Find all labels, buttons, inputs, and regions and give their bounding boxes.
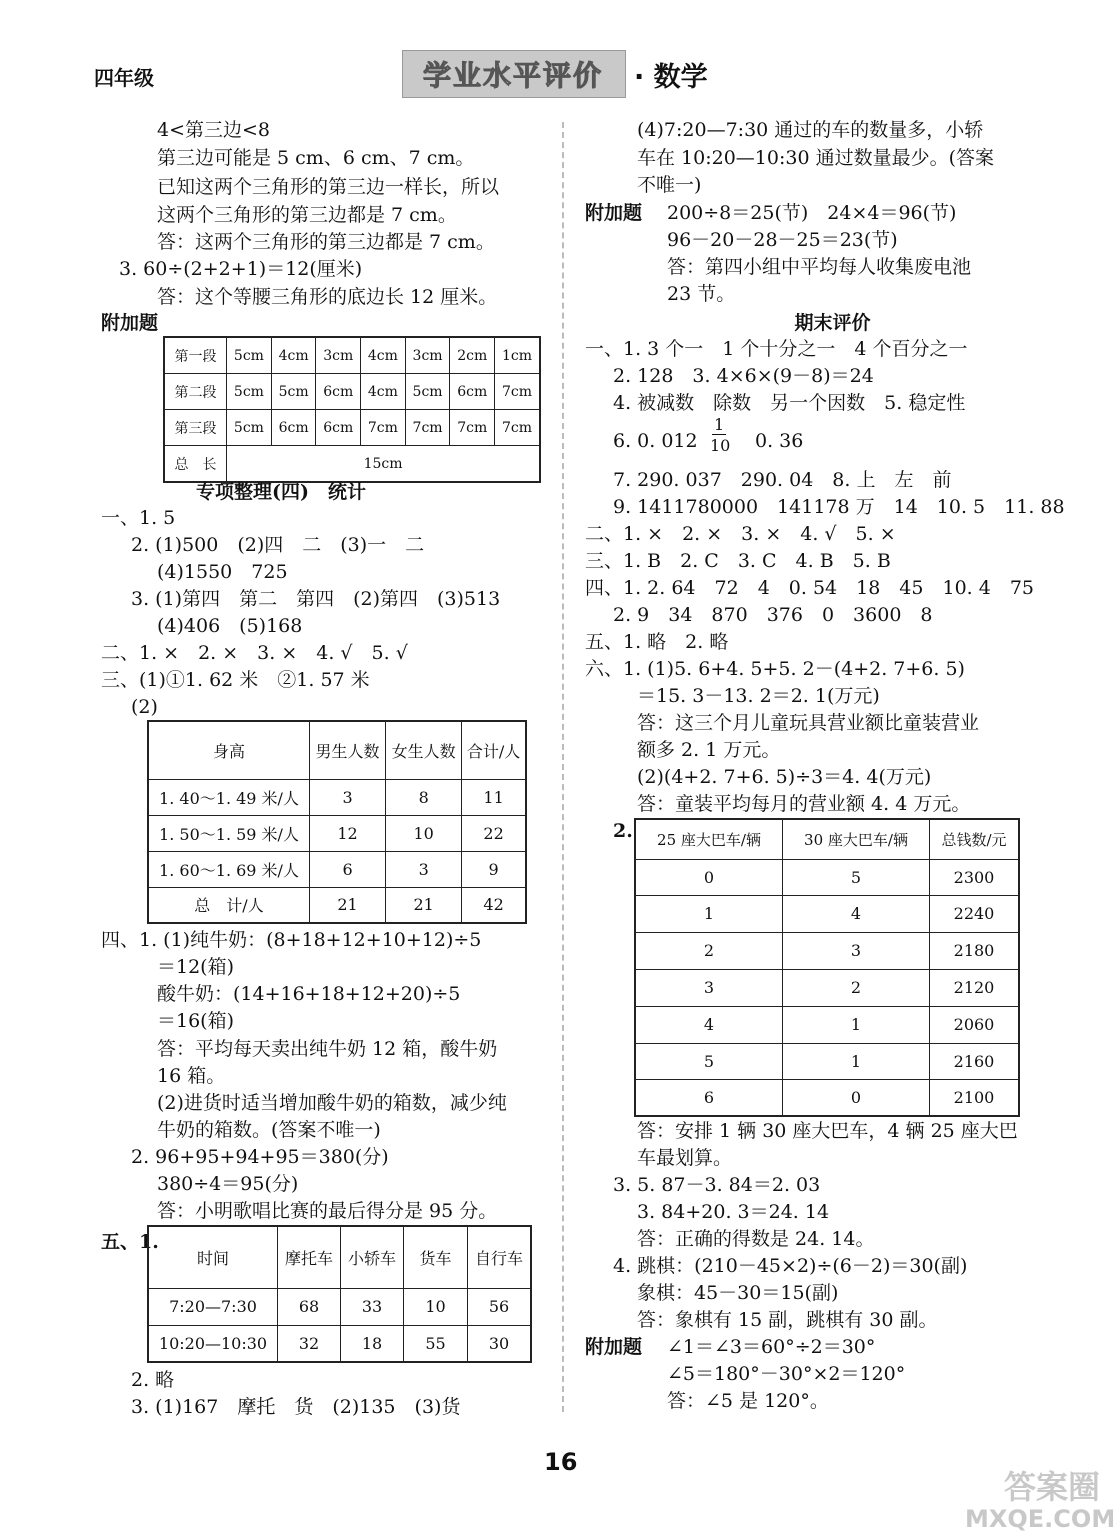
table-cell: 30 [468, 1325, 532, 1362]
text-line: 车最划算。 [637, 1147, 733, 1169]
table-cell: 7cm [361, 410, 406, 446]
text-line: (2)(4+2. 7+6. 5)÷3＝4. 4(万元) [637, 766, 932, 788]
table-row [164, 410, 540, 446]
table-cell: 3 [783, 932, 930, 969]
table-cell: 5cm [227, 410, 272, 446]
table-cell: 第三段 [164, 410, 227, 446]
table-cell: 1 [783, 1006, 930, 1043]
text-line: 这两个三角形的第三边都是 7 cm。 [157, 204, 457, 226]
section-heading: 专项整理(四) 统计 [196, 481, 366, 503]
table-cell: 4cm [271, 337, 316, 374]
table-cell: 3 [386, 851, 462, 887]
table-cell: 7cm [495, 374, 540, 410]
table-header: 自行车 [468, 1226, 532, 1288]
text-line: 7. 290. 037 290. 04 8. 上 左 前 [613, 469, 952, 491]
table-row [635, 1043, 1019, 1079]
table-row [148, 779, 526, 815]
table-cell: 32 [278, 1325, 341, 1362]
table-cell: 2180 [930, 932, 1020, 969]
text-line: 9. 1411780000 141178 万 14 10. 5 11. 88 [613, 496, 1065, 518]
table-cell: 7cm [495, 410, 540, 446]
text-line: 答：小明歌唱比赛的最后得分是 95 分。 [157, 1200, 498, 1222]
table-cell: 68 [278, 1288, 341, 1325]
text-line: 16 箱。 [157, 1065, 226, 1087]
table-cell: 22 [462, 815, 526, 851]
text-line: 3. 60÷(2+2+1)＝12(厘米) [119, 258, 363, 280]
bonus-heading: 附加题 [101, 312, 159, 334]
bus-rental-table [634, 818, 1020, 1117]
table-cell: 第二段 [164, 374, 227, 410]
text-line: 2. 128 3. 4×6×(9－8)＝24 [613, 365, 874, 387]
table-cell: 2100 [930, 1079, 1020, 1116]
text-line: 三、(1)①1. 62 米 ②1. 57 米 [101, 669, 370, 691]
table-cell: 6cm [271, 410, 316, 446]
text-line: 酸牛奶：(14+16+18+12+20)÷5 [157, 983, 461, 1005]
table-row [148, 1288, 531, 1325]
text-line: 答：这两个三角形的第三边都是 7 cm。 [157, 231, 495, 253]
table-cell: 15cm [227, 446, 540, 483]
table-cell: 12 [310, 815, 386, 851]
table-cell: 8 [386, 779, 462, 815]
text-line: 答：童装平均每月的营业额 4. 4 万元。 [637, 793, 971, 815]
table-cell: 2 [635, 932, 783, 969]
grade-label: 四年级 [94, 66, 154, 90]
text-line: 答：象棋有 15 副，跳棋有 30 副。 [637, 1309, 938, 1331]
text-line: 不唯一) [637, 174, 702, 196]
text-line: 答：∠5 是 120°。 [667, 1390, 829, 1412]
page-number: 16 [544, 1448, 578, 1476]
text-line: 2. 96+95+94+95＝380(分) [131, 1146, 389, 1168]
table-header: 摩托车 [278, 1226, 341, 1288]
table-cell: 4 [635, 1006, 783, 1043]
table-cell: 2160 [930, 1043, 1020, 1079]
text-line: 车在 10:20—10:30 通过数量最少。(答案 [637, 147, 995, 169]
table-cell: 第一段 [164, 337, 227, 374]
text-line: 96－20－28－25＝23(节) [667, 229, 898, 251]
table-row [164, 446, 540, 483]
text-line: 五、1. [101, 1231, 159, 1253]
table-cell: 7cm [450, 410, 495, 446]
text-line: (2)进货时适当增加酸牛奶的箱数，减少纯 [157, 1092, 507, 1114]
text-line: 额多 2. 1 万元。 [637, 739, 781, 761]
text-line: 4. 跳棋：(210－45×2)÷(6－2)＝30(副) [613, 1255, 968, 1277]
table-cell: 5cm [227, 337, 272, 374]
book-title: 学业水平评价 [422, 59, 603, 92]
text-line: 答：正确的得数是 24. 14。 [637, 1228, 875, 1250]
text-line: 0. 36 [755, 430, 804, 452]
text-line: 3. (1)第四 第二 第四 (2)第四 (3)513 [131, 588, 501, 610]
text-line: ∠1＝∠3＝60°÷2＝30° [667, 1336, 876, 1358]
traffic-table [147, 1225, 532, 1363]
table-row [164, 374, 540, 410]
text-line: 4<第三边<8 [157, 119, 271, 141]
table-cell: 7:20—7:30 [148, 1288, 278, 1325]
table-cell: 2240 [930, 895, 1020, 932]
table-cell: 33 [341, 1288, 404, 1325]
table-header-row [148, 721, 526, 779]
table-cell: 3 [310, 779, 386, 815]
table-cell: 18 [341, 1325, 404, 1362]
section-heading: 期末评价 [794, 312, 871, 334]
table-cell: 0 [635, 859, 783, 895]
height-table [147, 720, 527, 924]
text-line: ∠5＝180°－30°×2＝120° [667, 1363, 906, 1385]
table-header: 货车 [404, 1226, 468, 1288]
text-line: 已知这两个三角形的第三边一样长，所以 [157, 176, 500, 198]
table-header: 女生人数 [386, 721, 462, 779]
table-cell: 1cm [495, 337, 540, 374]
text-line: 2. 9 34 870 376 0 3600 8 [613, 604, 933, 626]
table-row [635, 932, 1019, 969]
table-cell: 2 [783, 969, 930, 1006]
table-cell: 1 [635, 895, 783, 932]
table-cell: 6cm [450, 374, 495, 410]
table-cell: 10:20—10:30 [148, 1325, 278, 1362]
subject-label: · 数学 [634, 62, 708, 93]
text-line: (4)406 (5)168 [157, 615, 303, 637]
text-line: 答：第四小组中平均每人收集废电池 [667, 256, 972, 278]
table-row [635, 859, 1019, 895]
text-line: 3. 84+20. 3＝24. 14 [637, 1201, 830, 1223]
fraction-denominator: 10 [710, 436, 731, 455]
text-line: (2) [131, 696, 158, 718]
table-cell: 6cm [316, 374, 361, 410]
text-line: 答：平均每天卖出纯牛奶 12 箱，酸牛奶 [157, 1038, 498, 1060]
table-cell: 55 [404, 1325, 468, 1362]
table-cell: 5cm [405, 374, 450, 410]
text-line: 二、1. × 2. × 3. × 4. √ 5. √ [101, 642, 408, 664]
table-cell: 0 [783, 1079, 930, 1116]
table-cell: 4 [783, 895, 930, 932]
text-line: 五、1. 略 2. 略 [585, 631, 729, 653]
text-line: 象棋：45－30＝15(副) [637, 1282, 839, 1304]
table-cell: 2120 [930, 969, 1020, 1006]
text-line: ＝15. 3－13. 2＝2. 1(万元) [637, 685, 880, 707]
table-cell: 11 [462, 779, 526, 815]
text-line: 4. 被减数 除数 另一个因数 5. 稳定性 [613, 392, 966, 414]
table-header: 合计/人 [462, 721, 526, 779]
table-header-row [148, 1226, 531, 1288]
table-cell: 10 [386, 815, 462, 851]
watermark-url: MXQE.COM [965, 1505, 1116, 1533]
text-line: 23 节。 [667, 283, 736, 305]
table-row [148, 887, 526, 923]
table-cell: 1. 60～1. 69 米/人 [148, 851, 310, 887]
table-cell: 5cm [271, 374, 316, 410]
table-header: 总钱数/元 [930, 819, 1020, 859]
table-cell: 56 [468, 1288, 532, 1325]
table-row [635, 969, 1019, 1006]
segments-table [163, 336, 541, 483]
table-cell: 6cm [316, 410, 361, 446]
text-line: 一、1. 5 [101, 507, 176, 529]
text-line: 四、1. 2. 64 72 4 0. 54 18 45 10. 4 75 [585, 577, 1034, 599]
table-header: 身高 [148, 721, 310, 779]
table-row [148, 1325, 531, 1362]
text-line: 200÷8＝25(节) 24×4＝96(节) [667, 202, 957, 224]
text-line: 一、1. 3 个一 1 个十分之一 4 个百分之一 [585, 338, 968, 360]
table-row [164, 337, 540, 374]
table-cell: 5cm [227, 374, 272, 410]
text-line: 牛奶的箱数。(答案不唯一) [157, 1119, 381, 1141]
text-line: 380÷4＝95(分) [157, 1173, 299, 1195]
table-cell: 3 [635, 969, 783, 1006]
text-line: ＝16(箱) [157, 1010, 235, 1032]
text-line: 答：这三个月儿童玩具营业额比童装营业 [637, 712, 980, 734]
table-cell: 1. 50～1. 59 米/人 [148, 815, 310, 851]
table-header: 25 座大巴车/辆 [635, 819, 783, 859]
text-line: 四、1. (1)纯牛奶：(8+18+12+10+12)÷5 [101, 929, 482, 951]
text-line: (4)7:20—7:30 通过的车的数量多，小轿 [637, 119, 984, 141]
text-line: (4)1550 725 [157, 561, 288, 583]
text-line: 三、1. B 2. C 3. C 4. B 5. B [585, 550, 891, 572]
text-line: 3. 5. 87－3. 84＝2. 03 [613, 1174, 821, 1196]
table-header-row [635, 819, 1019, 859]
bonus-heading: 附加题 [585, 1336, 643, 1358]
table-cell: 9 [462, 851, 526, 887]
table-cell: 21 [310, 887, 386, 923]
table-cell: 2cm [450, 337, 495, 374]
text-line: 2. [613, 820, 633, 842]
text-line: 六、1. (1)5. 6+4. 5+5. 2－(4+2. 7+6. 5) [585, 658, 965, 680]
table-header: 小轿车 [341, 1226, 404, 1288]
table-cell: 3cm [316, 337, 361, 374]
table-cell: 2300 [930, 859, 1020, 895]
table-cell: 4cm [361, 337, 406, 374]
text-line: 2. 略 [131, 1369, 175, 1391]
table-row [635, 1006, 1019, 1043]
text-line: 二、1. × 2. × 3. × 4. √ 5. × [585, 523, 896, 545]
text-line: 答：安排 1 辆 30 座大巴车，4 辆 25 座大巴 [637, 1120, 1018, 1142]
text-line: ＝12(箱) [157, 956, 235, 978]
table-cell: 6 [635, 1079, 783, 1116]
bonus-heading: 附加题 [585, 202, 643, 224]
table-cell: 10 [404, 1288, 468, 1325]
table-header: 时间 [148, 1226, 278, 1288]
watermark-logo: 答案圈 [1003, 1468, 1100, 1506]
text-line: 6. 0. 012 [613, 430, 698, 452]
fraction-numerator: 1 [714, 415, 725, 434]
table-row [635, 895, 1019, 932]
table-cell: 42 [462, 887, 526, 923]
table-header: 30 座大巴车/辆 [783, 819, 930, 859]
text-line: 3. (1)167 摩托 货 (2)135 (3)货 [131, 1396, 461, 1418]
column-divider [562, 122, 564, 1412]
table-cell: 总 长 [164, 446, 227, 483]
table-cell: 总 计/人 [148, 887, 310, 923]
table-cell: 4cm [361, 374, 406, 410]
table-header: 男生人数 [310, 721, 386, 779]
text-line: 2. (1)500 (2)四 二 (3)一 二 [131, 534, 425, 556]
table-cell: 1. 40～1. 49 米/人 [148, 779, 310, 815]
table-cell: 5 [783, 859, 930, 895]
table-row [148, 815, 526, 851]
table-row [635, 1079, 1019, 1116]
table-cell: 5 [635, 1043, 783, 1079]
table-cell: 2060 [930, 1006, 1020, 1043]
table-cell: 6 [310, 851, 386, 887]
table-row [148, 851, 526, 887]
text-line: 第三边可能是 5 cm、6 cm、7 cm。 [157, 147, 475, 169]
text-line: 答：这个等腰三角形的底边长 12 厘米。 [157, 286, 498, 308]
table-cell: 21 [386, 887, 462, 923]
table-cell: 7cm [405, 410, 450, 446]
table-cell: 1 [783, 1043, 930, 1079]
table-cell: 3cm [405, 337, 450, 374]
